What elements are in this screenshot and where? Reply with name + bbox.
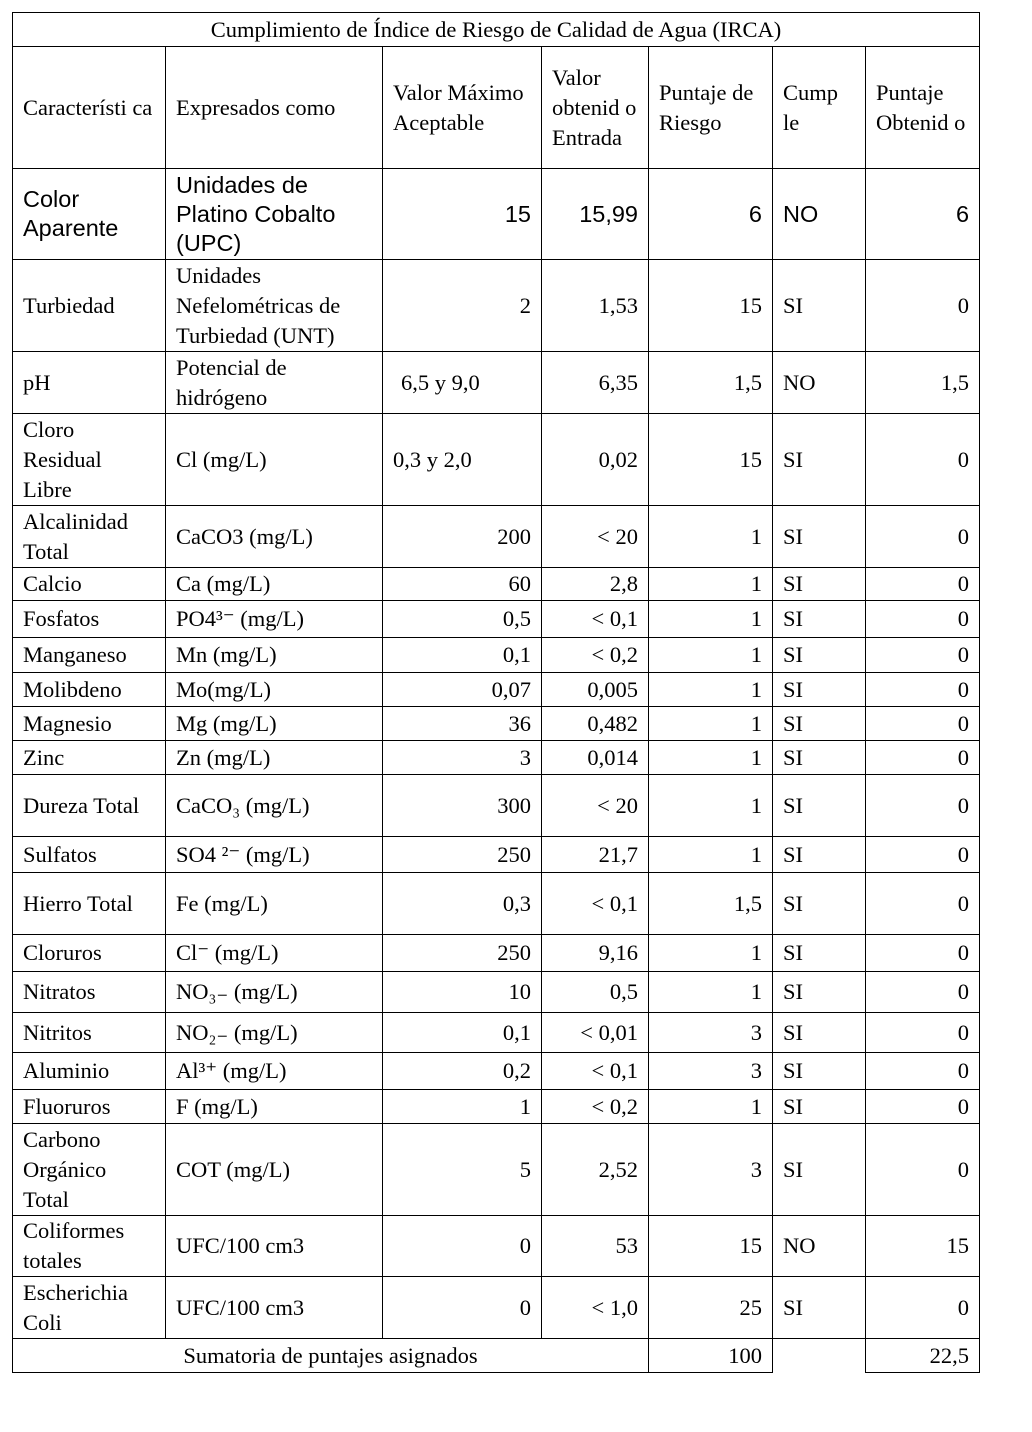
cell-valor-obtenido: 1,53 <box>542 260 649 352</box>
cell-puntaje-obtenido: 0 <box>866 568 980 601</box>
table-row <box>13 638 980 673</box>
cell-puntaje-riesgo: 1 <box>649 601 773 638</box>
cell-caracteristica: Alcalinidad Total <box>13 506 166 568</box>
cell-cumple: SI <box>773 1053 866 1090</box>
cell-puntaje-riesgo: 25 <box>649 1277 773 1339</box>
cell-puntaje-obtenido: 0 <box>866 638 980 673</box>
cell-cumple: SI <box>773 775 866 837</box>
cell-valor-obtenido: 6,35 <box>542 352 649 414</box>
cell-expresados-como: Unidades de Platino Cobalto (UPC) <box>166 169 383 260</box>
cell-cumple: SI <box>773 638 866 673</box>
table-title: Cumplimiento de Índice de Riesgo de Calidad de Agua (IRCA) <box>13 13 980 47</box>
table-row <box>13 1053 980 1090</box>
cell-expresados-como: Mn (mg/L) <box>166 638 383 673</box>
cell-cumple: SI <box>773 1013 866 1053</box>
cell-valor-maximo: 250 <box>383 935 542 972</box>
table-row <box>13 601 980 638</box>
cell-puntaje-obtenido: 0 <box>866 673 980 707</box>
cell-puntaje-riesgo: 1 <box>649 935 773 972</box>
cell-caracteristica: Aluminio <box>13 1053 166 1090</box>
table-row <box>13 352 980 414</box>
table-row <box>13 1277 980 1339</box>
cell-caracteristica: Hierro Total <box>13 873 166 935</box>
cell-valor-obtenido: 21,7 <box>542 837 649 873</box>
cell-expresados-como: SO4 ²⁻ (mg/L) <box>166 837 383 873</box>
cell-caracteristica: Dureza Total <box>13 775 166 837</box>
table-row <box>13 1013 980 1053</box>
cell-valor-obtenido: 0,02 <box>542 414 649 506</box>
cell-valor-maximo: 60 <box>383 568 542 601</box>
cell-valor-obtenido: 2,52 <box>542 1124 649 1216</box>
cell-caracteristica: pH <box>13 352 166 414</box>
cell-puntaje-riesgo: 15 <box>649 414 773 506</box>
cell-valor-obtenido: < 20 <box>542 506 649 568</box>
title-row <box>13 13 980 47</box>
cell-valor-maximo: 3 <box>383 741 542 775</box>
cell-expresados-como: UFC/100 cm3 <box>166 1277 383 1339</box>
cell-caracteristica: Cloro Residual Libre <box>13 414 166 506</box>
table-row <box>13 775 980 837</box>
cell-caracteristica: Fluoruros <box>13 1090 166 1124</box>
cell-puntaje-riesgo: 1,5 <box>649 352 773 414</box>
header-caracteristica: Característi ca <box>13 47 166 169</box>
cell-expresados-como: NO₂₋ (mg/L) <box>166 1013 383 1053</box>
cell-cumple: SI <box>773 707 866 741</box>
cell-valor-maximo: 0,07 <box>383 673 542 707</box>
cell-caracteristica: Carbono Orgánico Total <box>13 1124 166 1216</box>
cell-puntaje-obtenido: 0 <box>866 741 980 775</box>
cell-puntaje-riesgo: 1 <box>649 741 773 775</box>
cell-valor-obtenido: < 0,1 <box>542 873 649 935</box>
header-row <box>13 47 980 169</box>
cell-caracteristica: Cloruros <box>13 935 166 972</box>
cell-caracteristica: Sulfatos <box>13 837 166 873</box>
cell-cumple: SI <box>773 741 866 775</box>
table-row <box>13 707 980 741</box>
cell-puntaje-riesgo: 15 <box>649 1216 773 1277</box>
cell-expresados-como: F (mg/L) <box>166 1090 383 1124</box>
footer-empty-cell <box>773 1339 866 1373</box>
cell-puntaje-riesgo: 3 <box>649 1124 773 1216</box>
cell-valor-maximo: 200 <box>383 506 542 568</box>
cell-valor-obtenido: 0,014 <box>542 741 649 775</box>
cell-caracteristica: Coliformes totales <box>13 1216 166 1277</box>
footer-label: Sumatoria de puntajes asignados <box>13 1339 649 1373</box>
cell-cumple: SI <box>773 935 866 972</box>
cell-puntaje-riesgo: 1 <box>649 506 773 568</box>
cell-valor-obtenido: 2,8 <box>542 568 649 601</box>
cell-puntaje-obtenido: 1,5 <box>866 352 980 414</box>
cell-puntaje-obtenido: 0 <box>866 414 980 506</box>
cell-valor-maximo: 300 <box>383 775 542 837</box>
cell-valor-maximo: 250 <box>383 837 542 873</box>
table-row <box>13 673 980 707</box>
cell-puntaje-obtenido: 0 <box>866 601 980 638</box>
cell-valor-obtenido: 15,99 <box>542 169 649 260</box>
cell-valor-maximo: 15 <box>383 169 542 260</box>
cell-valor-maximo: 0,3 y 2,0 <box>383 414 542 506</box>
cell-puntaje-obtenido: 0 <box>866 837 980 873</box>
header-cumple: Cump le <box>773 47 866 169</box>
cell-puntaje-obtenido: 0 <box>866 506 980 568</box>
cell-cumple: SI <box>773 260 866 352</box>
cell-caracteristica: Calcio <box>13 568 166 601</box>
cell-expresados-como: CaCO₃ (mg/L) <box>166 775 383 837</box>
cell-expresados-como: CaCO3 (mg/L) <box>166 506 383 568</box>
cell-valor-maximo: 2 <box>383 260 542 352</box>
cell-valor-maximo: 0 <box>383 1277 542 1339</box>
cell-expresados-como: Mo(mg/L) <box>166 673 383 707</box>
cell-valor-obtenido: 0,5 <box>542 972 649 1013</box>
footer-total-riesgo: 100 <box>649 1339 773 1373</box>
cell-puntaje-obtenido: 0 <box>866 1090 980 1124</box>
cell-cumple: SI <box>773 673 866 707</box>
cell-cumple: NO <box>773 169 866 260</box>
table-row <box>13 1216 980 1277</box>
cell-valor-obtenido: < 1,0 <box>542 1277 649 1339</box>
cell-cumple: SI <box>773 1090 866 1124</box>
table-row <box>13 1124 980 1216</box>
header-expresados-como: Expresados como <box>166 47 383 169</box>
cell-puntaje-riesgo: 6 <box>649 169 773 260</box>
cell-caracteristica: Manganeso <box>13 638 166 673</box>
cell-puntaje-obtenido: 6 <box>866 169 980 260</box>
cell-valor-maximo: 36 <box>383 707 542 741</box>
table-row <box>13 837 980 873</box>
cell-expresados-como: UFC/100 cm3 <box>166 1216 383 1277</box>
cell-caracteristica: Molibdeno <box>13 673 166 707</box>
table-row <box>13 741 980 775</box>
cell-puntaje-riesgo: 15 <box>649 260 773 352</box>
cell-puntaje-obtenido: 15 <box>866 1216 980 1277</box>
cell-puntaje-riesgo: 1 <box>649 707 773 741</box>
cell-cumple: SI <box>773 1124 866 1216</box>
header-valor-maximo: Valor Máximo Aceptable <box>383 47 542 169</box>
cell-caracteristica: Magnesio <box>13 707 166 741</box>
cell-puntaje-riesgo: 1 <box>649 1090 773 1124</box>
cell-valor-maximo: 10 <box>383 972 542 1013</box>
cell-caracteristica: Escherichia Coli <box>13 1277 166 1339</box>
cell-puntaje-obtenido: 0 <box>866 873 980 935</box>
cell-valor-maximo: 0,2 <box>383 1053 542 1090</box>
cell-puntaje-riesgo: 1 <box>649 837 773 873</box>
cell-valor-obtenido: < 0,01 <box>542 1013 649 1053</box>
irca-table <box>12 12 980 1373</box>
table-row <box>13 260 980 352</box>
cell-valor-maximo: 0,5 <box>383 601 542 638</box>
table-row <box>13 972 980 1013</box>
cell-cumple: SI <box>773 972 866 1013</box>
cell-valor-obtenido: < 0,1 <box>542 1053 649 1090</box>
cell-expresados-como: Unidades Nefelométricas de Turbiedad (UNT) <box>166 260 383 352</box>
table-row <box>13 873 980 935</box>
cell-puntaje-riesgo: 1,5 <box>649 873 773 935</box>
cell-valor-obtenido: < 0,1 <box>542 601 649 638</box>
cell-cumple: SI <box>773 837 866 873</box>
cell-caracteristica: Color Aparente <box>13 169 166 260</box>
cell-puntaje-riesgo: 3 <box>649 1053 773 1090</box>
cell-cumple: SI <box>773 873 866 935</box>
cell-caracteristica: Fosfatos <box>13 601 166 638</box>
cell-valor-maximo: 0,1 <box>383 1013 542 1053</box>
cell-caracteristica: Nitritos <box>13 1013 166 1053</box>
cell-valor-obtenido: < 20 <box>542 775 649 837</box>
header-puntaje-obtenido: Puntaje Obtenid o <box>866 47 980 169</box>
table-row <box>13 414 980 506</box>
cell-cumple: SI <box>773 568 866 601</box>
cell-valor-maximo: 0,1 <box>383 638 542 673</box>
table-row <box>13 506 980 568</box>
cell-puntaje-riesgo: 1 <box>649 972 773 1013</box>
cell-expresados-como: COT (mg/L) <box>166 1124 383 1216</box>
cell-puntaje-obtenido: 0 <box>866 1013 980 1053</box>
cell-puntaje-obtenido: 0 <box>866 707 980 741</box>
cell-puntaje-riesgo: 1 <box>649 638 773 673</box>
cell-expresados-como: NO₃₋ (mg/L) <box>166 972 383 1013</box>
cell-expresados-como: Al³⁺ (mg/L) <box>166 1053 383 1090</box>
cell-cumple: SI <box>773 414 866 506</box>
cell-expresados-como: Cl⁻ (mg/L) <box>166 935 383 972</box>
cell-expresados-como: PO4³⁻ (mg/L) <box>166 601 383 638</box>
header-valor-obtenido: Valor obtenid o Entrada <box>542 47 649 169</box>
cell-valor-obtenido: 0,482 <box>542 707 649 741</box>
cell-puntaje-obtenido: 0 <box>866 972 980 1013</box>
cell-caracteristica: Nitratos <box>13 972 166 1013</box>
table-row <box>13 935 980 972</box>
cell-caracteristica: Turbiedad <box>13 260 166 352</box>
table-row <box>13 568 980 601</box>
cell-valor-maximo: 0 <box>383 1216 542 1277</box>
cell-valor-maximo: 6,5 y 9,0 <box>383 352 542 414</box>
cell-valor-obtenido: 0,005 <box>542 673 649 707</box>
cell-valor-obtenido: < 0,2 <box>542 638 649 673</box>
cell-valor-maximo: 1 <box>383 1090 542 1124</box>
cell-valor-maximo: 0,3 <box>383 873 542 935</box>
cell-expresados-como: Potencial de hidrógeno <box>166 352 383 414</box>
cell-caracteristica: Zinc <box>13 741 166 775</box>
table-row <box>13 169 980 260</box>
footer-row <box>13 1339 980 1373</box>
cell-valor-obtenido: 9,16 <box>542 935 649 972</box>
cell-valor-maximo: 5 <box>383 1124 542 1216</box>
cell-valor-obtenido: 53 <box>542 1216 649 1277</box>
cell-valor-obtenido: < 0,2 <box>542 1090 649 1124</box>
cell-cumple: NO <box>773 352 866 414</box>
cell-puntaje-riesgo: 3 <box>649 1013 773 1053</box>
cell-expresados-como: Cl (mg/L) <box>166 414 383 506</box>
cell-expresados-como: Fe (mg/L) <box>166 873 383 935</box>
footer-total-obtenido: 22,5 <box>866 1339 980 1373</box>
cell-puntaje-obtenido: 0 <box>866 260 980 352</box>
cell-cumple: NO <box>773 1216 866 1277</box>
cell-puntaje-obtenido: 0 <box>866 775 980 837</box>
cell-puntaje-riesgo: 1 <box>649 568 773 601</box>
cell-expresados-como: Zn (mg/L) <box>166 741 383 775</box>
cell-puntaje-obtenido: 0 <box>866 1277 980 1339</box>
cell-puntaje-riesgo: 1 <box>649 673 773 707</box>
table-row <box>13 1090 980 1124</box>
cell-puntaje-riesgo: 1 <box>649 775 773 837</box>
cell-cumple: SI <box>773 506 866 568</box>
cell-cumple: SI <box>773 1277 866 1339</box>
cell-puntaje-obtenido: 0 <box>866 935 980 972</box>
cell-cumple: SI <box>773 601 866 638</box>
cell-puntaje-obtenido: 0 <box>866 1124 980 1216</box>
cell-puntaje-obtenido: 0 <box>866 1053 980 1090</box>
cell-expresados-como: Ca (mg/L) <box>166 568 383 601</box>
header-puntaje-riesgo: Puntaje de Riesgo <box>649 47 773 169</box>
cell-expresados-como: Mg (mg/L) <box>166 707 383 741</box>
